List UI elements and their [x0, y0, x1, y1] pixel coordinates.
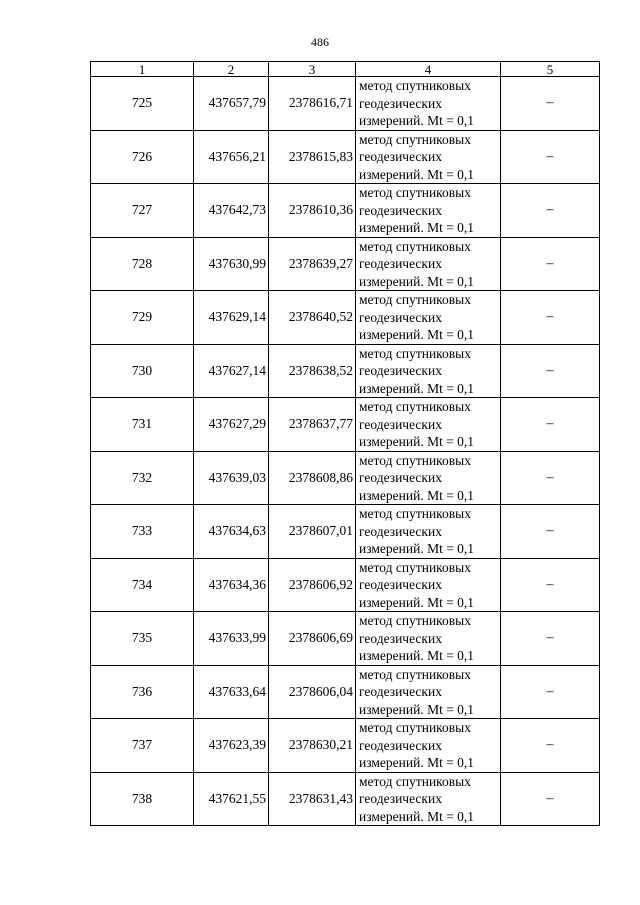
method-line: метод спутниковых [359, 506, 471, 521]
x-coordinate-cell: 437629,14 [194, 291, 269, 345]
x-coordinate-cell: 437639,03 [194, 451, 269, 505]
method-cell [356, 558, 501, 612]
method-line: геодезических [359, 684, 442, 699]
table-row [91, 77, 600, 131]
method-line: метод спутниковых [359, 613, 471, 628]
method-line: метод спутниковых [359, 666, 471, 682]
note-cell: – [501, 719, 600, 773]
header-row [91, 62, 600, 77]
method-line: геодезических [359, 577, 442, 592]
method-line: геодезических [359, 202, 442, 218]
x-coordinate-cell: 437633,64 [194, 665, 269, 719]
method-line: геодезических [359, 523, 442, 539]
page-number: 486 [311, 35, 329, 49]
method-cell [356, 237, 501, 291]
method-line: измерений. Mt = 0,1 [359, 434, 475, 449]
table-body [91, 77, 600, 826]
method-line: метод спутниковых [359, 345, 471, 361]
method-line: метод спутниковых [359, 131, 471, 147]
table-row [91, 130, 600, 184]
method-line: метод спутниковых [359, 292, 471, 307]
method-line: измерений. Mt = 0,1 [359, 755, 475, 770]
table-row [91, 558, 600, 612]
note-cell: – [501, 291, 600, 345]
method-line: измерений. Mt = 0,1 [359, 541, 475, 556]
method-cell [356, 451, 501, 505]
method-line: метод спутниковых [359, 452, 471, 468]
method-line: измерений. Mt = 0,1 [359, 701, 475, 717]
table-row [91, 184, 600, 238]
method-cell [356, 665, 501, 719]
method-line: геодезических [359, 149, 442, 164]
method-cell [356, 77, 501, 131]
y-coordinate-cell: 2378606,04 [269, 665, 356, 719]
point-number-cell: 737 [91, 719, 194, 773]
method-line: измерений. Mt = 0,1 [359, 113, 475, 128]
note-cell: – [501, 558, 600, 612]
note-cell: – [501, 184, 600, 238]
column-header-3: 3 [269, 62, 356, 77]
x-coordinate-cell: 437657,79 [194, 77, 269, 131]
note-cell: – [501, 451, 600, 505]
method-line: геодезических [359, 470, 442, 485]
method-cell [356, 344, 501, 398]
method-line: измерений. Mt = 0,1 [359, 220, 475, 235]
x-coordinate-cell: 437621,55 [194, 772, 269, 826]
point-number-cell: 732 [91, 451, 194, 505]
method-line: измерений. Mt = 0,1 [359, 487, 475, 503]
column-header-4: 4 [356, 62, 501, 77]
y-coordinate-cell: 2378607,01 [269, 505, 356, 559]
note-cell: – [501, 237, 600, 291]
y-coordinate-cell: 2378608,86 [269, 451, 356, 505]
y-coordinate-cell: 2378615,83 [269, 130, 356, 184]
method-line: метод спутниковых [359, 78, 471, 93]
note-cell: – [501, 130, 600, 184]
point-number-cell: 736 [91, 665, 194, 719]
x-coordinate-cell: 437656,21 [194, 130, 269, 184]
point-number-cell: 731 [91, 398, 194, 452]
method-line: метод спутниковых [359, 559, 471, 575]
x-coordinate-cell: 437642,73 [194, 184, 269, 238]
method-line: геодезических [359, 95, 442, 111]
method-cell [356, 505, 501, 559]
y-coordinate-cell: 2378610,36 [269, 184, 356, 238]
method-line: геодезических [359, 791, 442, 806]
point-number-cell: 730 [91, 344, 194, 398]
y-coordinate-cell: 2378639,27 [269, 237, 356, 291]
y-coordinate-cell: 2378631,43 [269, 772, 356, 826]
column-header-2: 2 [194, 62, 269, 77]
method-cell [356, 772, 501, 826]
x-coordinate-cell: 437633,99 [194, 612, 269, 666]
method-cell [356, 719, 501, 773]
y-coordinate-cell: 2378606,69 [269, 612, 356, 666]
table-row [91, 398, 600, 452]
method-line: метод спутниковых [359, 773, 471, 789]
x-coordinate-cell: 437634,36 [194, 558, 269, 612]
method-line: метод спутниковых [359, 238, 471, 254]
table-row [91, 291, 600, 345]
method-cell [356, 130, 501, 184]
table-row [91, 505, 600, 559]
point-number-cell: 726 [91, 130, 194, 184]
note-cell: – [501, 505, 600, 559]
point-number-cell: 729 [91, 291, 194, 345]
point-number-cell: 728 [91, 237, 194, 291]
method-cell [356, 184, 501, 238]
method-line: геодезических [359, 309, 442, 325]
method-line: измерений. Mt = 0,1 [359, 166, 475, 182]
method-line: измерений. Mt = 0,1 [359, 273, 475, 289]
point-number-cell: 735 [91, 612, 194, 666]
note-cell: – [501, 77, 600, 131]
y-coordinate-cell: 2378630,21 [269, 719, 356, 773]
table-row [91, 665, 600, 719]
method-cell [356, 398, 501, 452]
table-row [91, 612, 600, 666]
x-coordinate-cell: 437634,63 [194, 505, 269, 559]
point-number-cell: 733 [91, 505, 194, 559]
point-number-cell: 725 [91, 77, 194, 131]
method-line: измерений. Mt = 0,1 [359, 380, 475, 396]
method-line: метод спутниковых [359, 185, 471, 200]
x-coordinate-cell: 437630,99 [194, 237, 269, 291]
method-line: измерений. Mt = 0,1 [359, 648, 475, 663]
note-cell: – [501, 612, 600, 666]
table-row [91, 344, 600, 398]
point-number-cell: 738 [91, 772, 194, 826]
method-line: геодезических [359, 363, 442, 378]
method-line: геодезических [359, 630, 442, 646]
table-row [91, 451, 600, 505]
method-cell [356, 612, 501, 666]
method-cell [356, 291, 501, 345]
note-cell: – [501, 344, 600, 398]
method-line: метод спутниковых [359, 720, 471, 735]
y-coordinate-cell: 2378640,52 [269, 291, 356, 345]
method-line: геодезических [359, 737, 442, 753]
table-row [91, 772, 600, 826]
point-number-cell: 727 [91, 184, 194, 238]
x-coordinate-cell: 437627,29 [194, 398, 269, 452]
note-cell: – [501, 398, 600, 452]
y-coordinate-cell: 2378616,71 [269, 77, 356, 131]
y-coordinate-cell: 2378637,77 [269, 398, 356, 452]
note-cell: – [501, 665, 600, 719]
x-coordinate-cell: 437627,14 [194, 344, 269, 398]
table-header [91, 62, 600, 77]
coordinates-table [90, 61, 600, 826]
method-line: измерений. Mt = 0,1 [359, 808, 475, 824]
x-coordinate-cell: 437623,39 [194, 719, 269, 773]
method-line: геодезических [359, 256, 442, 271]
method-line: геодезических [359, 416, 442, 432]
method-line: измерений. Mt = 0,1 [359, 327, 475, 342]
table-row [91, 719, 600, 773]
note-cell: – [501, 772, 600, 826]
point-number-cell: 734 [91, 558, 194, 612]
y-coordinate-cell: 2378606,92 [269, 558, 356, 612]
column-header-1: 1 [91, 62, 194, 77]
method-line: измерений. Mt = 0,1 [359, 594, 475, 610]
column-header-5: 5 [501, 62, 600, 77]
y-coordinate-cell: 2378638,52 [269, 344, 356, 398]
table-row [91, 237, 600, 291]
method-line: метод спутниковых [359, 399, 471, 414]
